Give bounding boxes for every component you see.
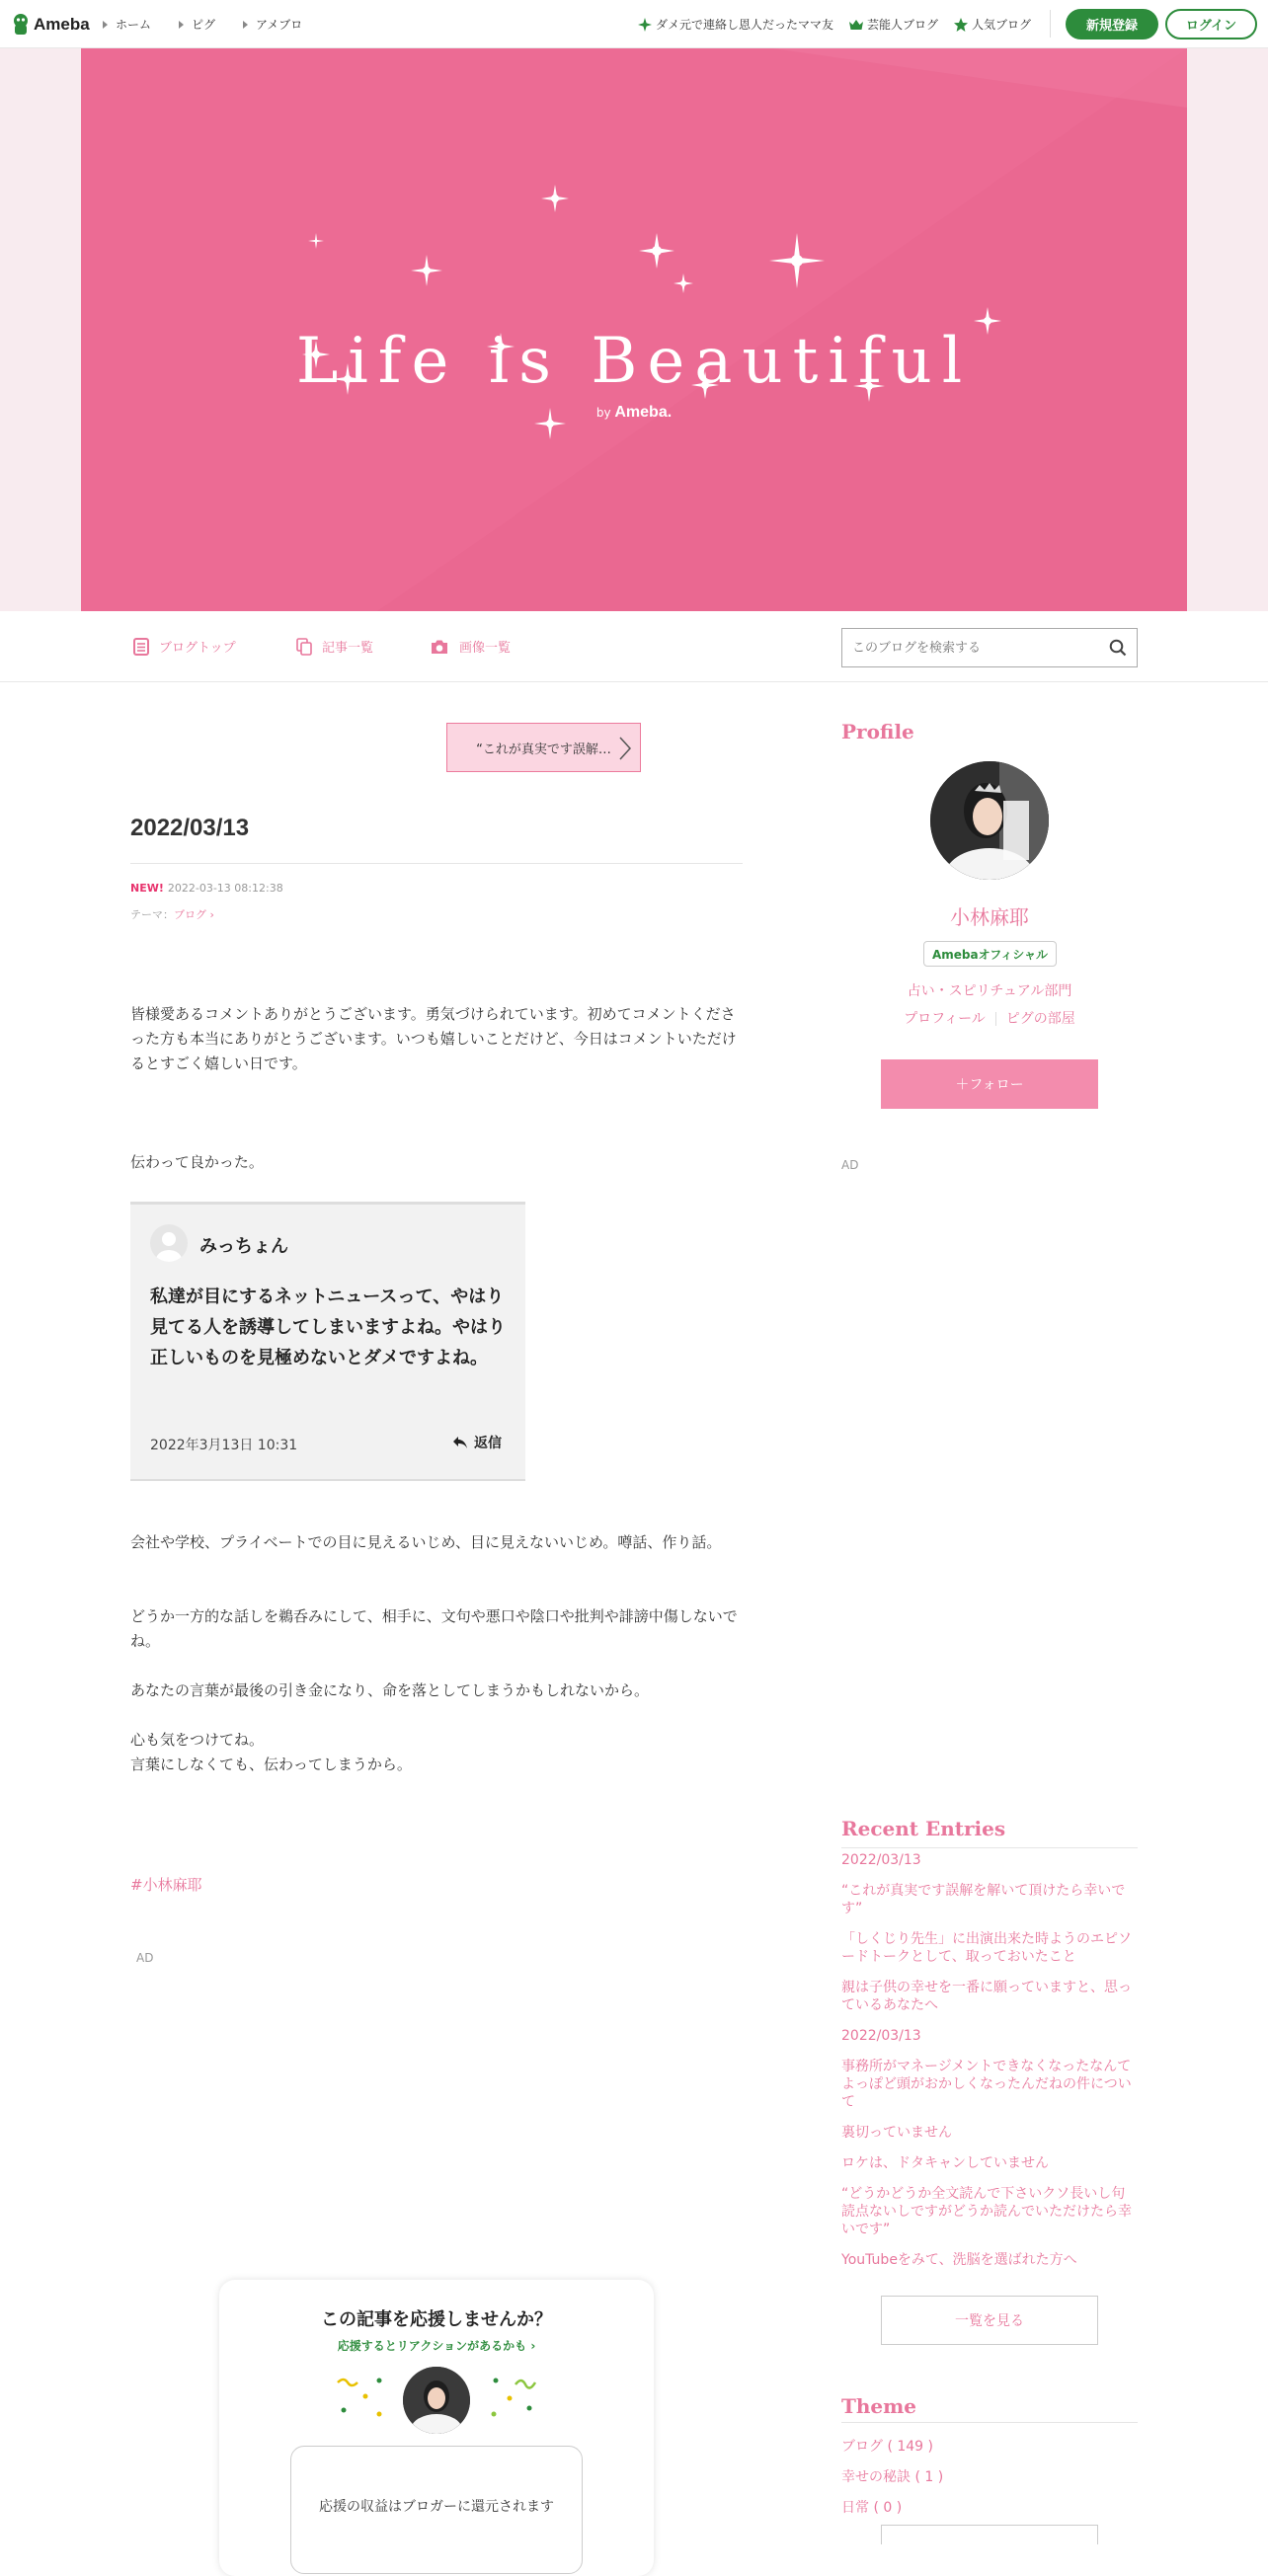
article-timestamp: 2022-03-13 08:12:38 [167,882,283,895]
blog-nav-entries[interactable] [296,637,373,656]
nav-pigg-label: ピグ [192,18,216,32]
nav-home[interactable] [103,16,151,33]
blogger-avatar [403,2367,470,2434]
banner-title: Life is Beautiful [295,325,973,398]
recent-entry[interactable]: 裏切っていません [841,2125,952,2141]
theme-link-label: ブログ [174,908,206,921]
hashtag-link[interactable]: #小林麻耶 [130,1876,202,1894]
recent-entry[interactable]: “これが真実です誤解を解いて頂けたら幸いです” [841,1883,1126,1916]
blog-nav-top-label: ブログトップ [159,641,236,656]
theme-heading: Theme [841,2394,917,2418]
recent-entry[interactable]: 親は子供の幸せを一番に願っていますと、思っているあなたへ [841,1980,1132,2013]
copy-icon [296,638,312,656]
global-header [0,0,1268,48]
register-button[interactable]: 新規登録 [1066,9,1158,39]
header-link-topic[interactable] [638,16,833,33]
header-link-popular-label: 人気ブログ [971,18,1031,32]
official-badge: Amebaオフィシャル [923,941,1057,967]
profile-link[interactable]: プロフィール [904,1011,986,1027]
follow-button[interactable]: ＋フォロー [881,1059,1098,1109]
crown-icon [849,19,863,31]
prev-entry-button[interactable] [446,723,641,772]
comment-text: 私達が目にするネットニュースって、やはり見てる人を誘導してしまいますよね。やはり正しいものを見極めないとダメですよね。 [150,1287,506,1368]
avatar [150,1224,188,1262]
global-nav [103,0,330,48]
header-link-celebrity[interactable] [849,16,938,33]
profile-links [841,1008,1138,1028]
recent-entry[interactable]: YouTubeをみて、洗脳を選ばれた方へ [841,2252,1077,2268]
recent-entry[interactable]: 2022/03/13 [841,2028,921,2044]
blog-search-input[interactable] [842,629,1089,666]
new-badge: NEW! [130,882,164,895]
banner-by-prefix: by [595,406,611,420]
recent-entries-list [841,1851,1138,2282]
blog-nav-images-label: 画像一覧 [459,641,512,656]
header-links [622,0,1031,48]
divider [130,863,743,864]
header-divider [1050,10,1051,38]
nav-pigg[interactable] [179,16,215,33]
paragraph: 会社や学校、プライベートでの目に見えるいじめ、目に見えないいじめ。噂話、作り話。 [130,1533,722,1551]
triangle-right-icon [103,21,108,29]
view-all-button[interactable]: 一覧を見る [881,2296,1098,2345]
ad-label: AD [136,1951,154,1965]
recent-entry[interactable]: ロケは、ドタキャンしていません [841,2155,1049,2171]
star-icon [954,18,968,32]
ameba-logo[interactable] [12,12,90,38]
theme-link[interactable]: ブログ › [174,908,214,921]
support-subtitle-link[interactable]: 応援するとリアクションがあるかも › [337,2339,536,2353]
support-card [219,2280,654,2576]
prev-entry-label: “これが真実です誤解… [476,742,611,757]
nav-home-label: ホーム [116,18,152,32]
reply-label: 返信 [474,1436,502,1451]
paragraph: 心も気をつけてね。 [130,1731,265,1749]
blog-nav-entries-label: 記事一覧 [322,641,374,656]
comment-username: みっちょん [199,1236,288,1257]
recent-entry[interactable]: 「しくじり先生」に出演出来た時ようのエピソードトークとして、取っておいたこと [841,1931,1132,1965]
paragraph: 皆様愛あるコメントありがとうございます。勇気づけられています。初めてコメントくださった方も本当にありがとうございます。いつも嬉しいことだけど、今日はコメントいただけるとすごく嬉しい日です。 [130,1005,737,1072]
header-link-popular[interactable] [954,16,1031,33]
banner-by-brand: Ameba. [614,404,673,421]
nav-ameblo[interactable] [243,16,302,33]
paragraph: 言葉にしなくても、伝わってしまうから。 [130,1756,412,1773]
header-link-topic-label: ダメ元で連絡し恩人だったママ友 [655,18,833,32]
article-meta [130,882,283,895]
theme-item[interactable]: 日常 ( 0 ) [841,2500,903,2516]
ameba-logo-icon [12,13,30,37]
theme-prefix: テーマ： [130,908,174,921]
nav-ameblo-label: アメブロ [256,18,303,32]
profile-name[interactable]: 小林麻耶 [950,905,1029,929]
chevron-right-icon [618,736,632,761]
divider [841,2422,1138,2423]
recent-entry[interactable]: 事務所がマネージメントできなくなったなんてよっぽど頭がおかしくなったんだねの件について [841,2059,1132,2110]
blog-nav-top[interactable] [133,637,236,656]
header-link-celebrity-label: 芸能人ブログ [866,18,938,32]
profile-heading: Profile [841,720,914,743]
divider [995,1012,996,1026]
support-title: この記事を応援しませんか？ [321,2309,552,2330]
support-box: 応援の収益はブロガーに還元されます [290,2446,583,2574]
recent-entries-heading: Recent Entries [841,1817,1006,1840]
recent-entry[interactable]: “どうかどうか全文読んで下さいクソ長いし句読点ないしですがどうか読んでいただけたら幸いです” [841,2186,1132,2237]
comment-date: 2022年3月13日 10:31 [150,1438,298,1453]
reply-icon [452,1436,468,1449]
ad-label: AD [841,1158,859,1172]
blog-search [841,628,1138,667]
recent-entry[interactable]: 2022/03/13 [841,1852,921,1868]
logo-text: Ameba [34,15,90,34]
reply-button[interactable] [452,1433,502,1452]
divider [841,1847,1138,1848]
blog-nav [0,611,1268,682]
blog-nav-images[interactable] [430,637,511,656]
profile-category[interactable]: 占い・スピリチュアル部門 [907,983,1072,999]
login-button[interactable]: ログイン [1165,9,1257,39]
pigg-room-link[interactable]: ピグの部屋 [1005,1011,1075,1027]
paragraph: どうか一方的な話しを鵜呑みにして、相手に、文句や悪口や陰口や批判や誹謗中傷しないでね。 [130,1607,738,1650]
embedded-comment[interactable] [130,1202,525,1481]
theme-item[interactable]: 幸せの秘訣 ( 1 ) [841,2469,944,2485]
triangle-right-icon [243,21,248,29]
blog-banner[interactable] [81,48,1187,611]
search-icon[interactable] [1109,639,1127,661]
profile-image[interactable] [930,761,1049,880]
camera-icon [430,639,449,655]
sparkle-icon [638,18,652,32]
triangle-right-icon [179,21,184,29]
banner-byline [81,404,1187,422]
theme-item[interactable]: ブログ ( 149 ) [841,2439,933,2455]
paragraph: 伝わって良かった。 [130,1153,264,1171]
document-icon [133,638,149,656]
article-date: 2022/03/13 [130,815,250,841]
support-subtitle: 応援するとリアクションがあるかも [337,2339,527,2353]
article-theme [130,906,214,922]
paragraph: あなたの言葉が最後の引き金になり、命を落としてしまうかもしれないから。 [130,1681,650,1699]
theme-more-button[interactable] [881,2525,1098,2544]
